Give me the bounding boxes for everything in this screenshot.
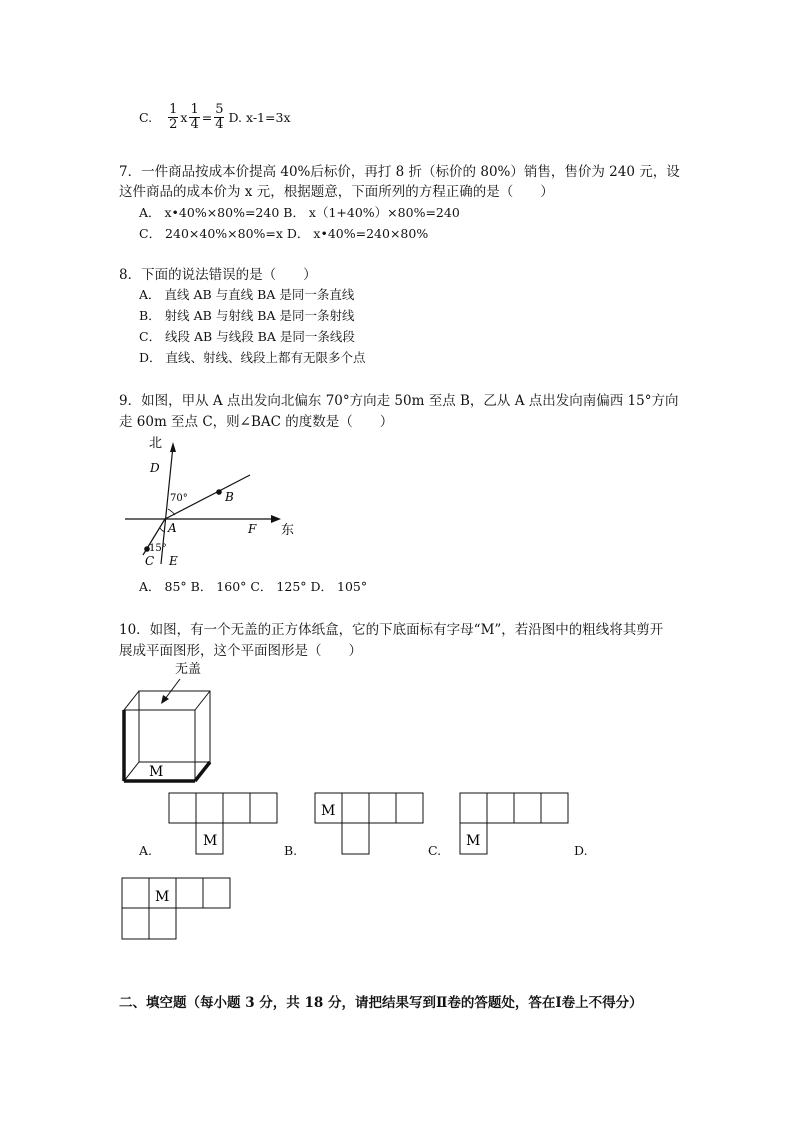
q6-fraction-1: $\frac{1}{2}$ <box>169 101 178 132</box>
net-option-a <box>168 792 280 858</box>
q8-option-d: D． 直线、射线、线段上都有无限多个点 <box>139 350 366 365</box>
q6-fraction-3: $\frac{5}{4}$ <box>215 101 224 132</box>
q6-equals: = <box>201 109 213 125</box>
q8-stem: 8．下面的说法错误的是（ ） <box>119 267 317 283</box>
cube-m-label: M <box>149 764 164 780</box>
q6-option-d: D. x-1=3x <box>228 109 291 125</box>
q6-option-c <box>139 100 291 134</box>
net-a-label: A. <box>139 843 153 858</box>
label-C: C <box>145 554 155 568</box>
q6-fraction-2: $\frac{1}{4}$ <box>190 101 199 132</box>
q9-direction-figure <box>115 432 305 572</box>
q10-stem-line1: 10．如图，有一个无盖的正方体纸盒，它的下底面标有字母“M”，若沿图中的粗线将其剪开 <box>119 622 664 638</box>
q8-option-c: C． 线段 AB 与线段 BA 是同一条线段 <box>139 329 355 344</box>
label-E: E <box>169 554 178 568</box>
net-option-c <box>458 792 570 858</box>
q6-variable-x: x <box>180 109 188 125</box>
q8-option-b: B． 射线 AB 与射线 BA 是同一条射线 <box>139 308 355 323</box>
net-a-m: M <box>203 833 218 849</box>
label-north: 北 <box>149 436 163 451</box>
q7-options-ab: A． x•40%×80%=240 B． x（1+40%）×80%=240 <box>139 205 460 220</box>
net-b-m: M <box>321 803 336 819</box>
q8-option-a: A． 直线 AB 与直线 BA 是同一条直线 <box>139 287 355 302</box>
label-A: A <box>168 521 177 535</box>
point-B <box>216 489 222 495</box>
net-d-m: M <box>155 889 170 905</box>
q7-options-cd: C． 240×40%×80%=x D． x•40%=240×80% <box>139 226 429 241</box>
label-east: 东 <box>281 523 295 538</box>
net-option-b <box>313 792 425 858</box>
label-B: B <box>225 490 234 504</box>
q9-options: A． 85° B． 160° C． 125° D． 105° <box>139 579 368 594</box>
net-option-d <box>121 876 233 942</box>
net-d-label: D. <box>574 843 588 858</box>
label-F: F <box>248 522 257 536</box>
no-lid-label: 无盖 <box>175 662 202 677</box>
label-15-degree: 15° <box>149 543 167 554</box>
q10-stem-line2: 展成平面图形，这个平面图形是（ ） <box>119 643 362 659</box>
q6-option-c-label: C. <box>139 109 153 125</box>
q10-cube-figure <box>115 655 225 785</box>
label-70-degree: 70° <box>170 493 188 504</box>
q7-stem-line1: 7．一件商品按成本价提高 40%后标价，再打 8 折（标价的 80%）销售，售价为 240 元，设 <box>119 164 680 180</box>
section-2-heading: 二、填空题（每小题 3 分，共 18 分，请把结果写到Ⅱ卷的答题处，答在Ⅰ卷上不得分） <box>119 995 643 1011</box>
q9-stem-line2: 走 60m 至点 C，则∠BAC 的度数是（ ） <box>119 414 394 430</box>
net-c-label: C. <box>428 843 442 858</box>
net-b-label: B. <box>284 843 298 858</box>
net-c-m: M <box>466 833 481 849</box>
label-D: D <box>150 461 160 475</box>
q9-stem-line1: 9．如图，甲从 A 点出发向北偏东 70°方向走 50m 至点 B，乙从 A 点出发向南偏西 15°方向 <box>119 393 679 409</box>
q7-stem-line2: 这件商品的成本价为 x 元，根据题意，下面所列的方程正确的是（ ） <box>119 184 554 200</box>
